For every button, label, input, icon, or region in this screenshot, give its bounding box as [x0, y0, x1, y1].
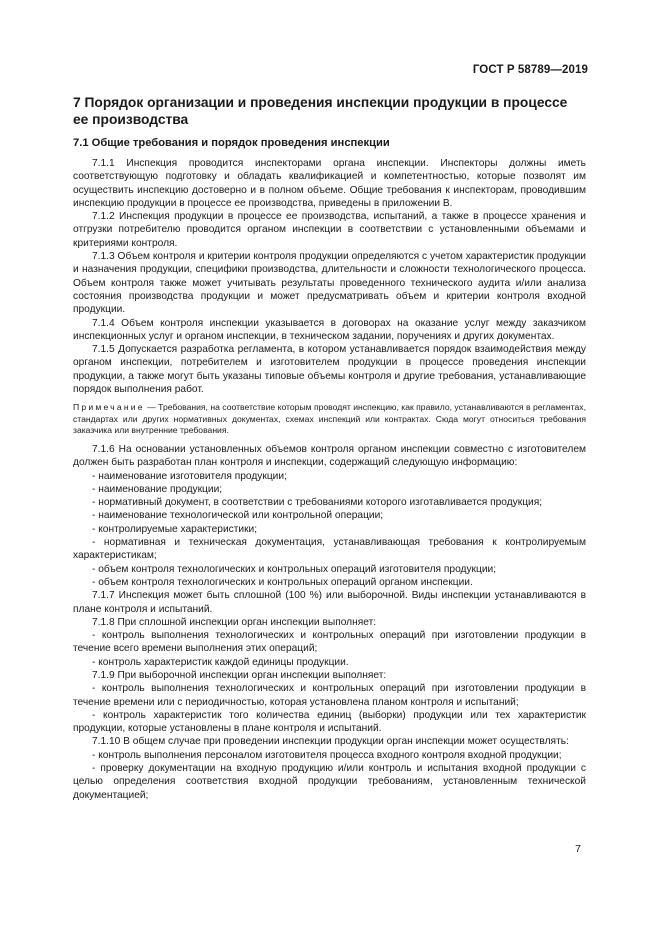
- paragraph-7-1-8: 7.1.8 При сплошной инспекции орган инспекции выполняет:: [92, 616, 377, 628]
- paragraph-7-1-7: 7.1.7 Инспекция может быть сплошной (100 %) или выборочной. Виды инспекции устанавливаются в плане контроля и испытаний.: [73, 590, 586, 615]
- paragraph-7-1-4: 7.1.4 Объем контроля инспекции указывается в договорах на оказание услуг между заказчиком инспекционных услуг и органом инспекции, в техническом задании, поручениях и других документах.: [73, 317, 586, 342]
- list-item: - наименование изготовителя продукции;: [92, 470, 287, 482]
- paragraph-7-1-2: 7.1.2 Инспекция продукции в процессе ее производства, испытаний, а также в процессе хранения и отгрузки потребителю проводится органом инспекции в соответствии с установленными объемами и критериями контроля.: [73, 211, 586, 249]
- list-item: - контролируемые характеристики;: [92, 523, 258, 535]
- list-item: - объем контроля технологических и контрольных операций изготовителя продукции;: [92, 563, 497, 575]
- subsection-title: 7.1 Общие требования и порядок проведения инспекции: [73, 137, 390, 149]
- paragraph-7-1-10: 7.1.10 В общем случае при проведении инспекции продукции орган инспекции может осуществлять:: [92, 736, 569, 748]
- list-item: - нормативный документ, в соответствии с требованиями которого изготавливается продукция;: [92, 497, 543, 509]
- paragraph-7-1-3: 7.1.3 Объем контроля и критерии контроля продукции определяются с учетом характеристик продукции и назначения продукции, специфики производства, длительности и сложности технологического процесса. Объем контроля также может учитывать результаты проведенного технического аудита и/или анализа состояния производства продукции и может предусматривать объем и критерии контроля входной продукции.: [73, 251, 586, 316]
- paragraph-7-1-6: 7.1.6 На основании установленных объемов контроля органом инспекции совместно с изготовителем должен быть разработан план контроля и инспекции, содержащий следующую информацию:: [73, 443, 586, 469]
- list-item: - наименование продукции;: [92, 483, 223, 495]
- list-item: - контроль характеристик того количества единиц (выборки) продукции или тех характеристик продукции, которые установлены в плане контроля и испытаний.: [73, 709, 586, 735]
- section-title: 7 Порядок организации и проведения инспекции продукции в процессе ее производства: [73, 95, 568, 127]
- list-item: - контроль выполнения технологических и контрольных операций при изготовлении продукции в течение времени или с периодичностью, которая установлена планом контроля и испытаний;: [73, 683, 586, 708]
- paragraph-7-1-5: 7.1.5 Допускается разработка регламента, в котором устанавливается порядок взаимодействия между органом инспекции, потребителем и изготовителем продукции в процессе проведения инспекции продукции, а также могут быть указаны типовые объемы контроля и другие требования, устанавливающие порядок выполнения работ.: [73, 344, 586, 396]
- document-body: [73, 157, 586, 802]
- note-text: — Требования, на соответствие которым проводят инспекцию, как правило, устанавливаются в регламентах, стандартах или других нормативных документах, схемах инспекций или контрактах. Сюда могут относиться требования заказчика или внутренние требования.: [73, 402, 586, 435]
- note: [73, 402, 586, 436]
- note-label: Примечание: [73, 402, 145, 413]
- page-number: 7: [575, 843, 581, 855]
- list-item: - объем контроля технологических и контрольных операций органом инспекции.: [92, 576, 473, 588]
- list-item: - контроль выполнения технологических и контрольных операций при изготовлении продукции в течение всего времени выполнения этих операций;: [73, 630, 586, 655]
- list-item: - контроль выполнения персоналом изготовителя процесса входного контроля входной продукции;: [92, 749, 562, 761]
- list-item: - проверку документации на входную продукцию и/или контроль и испытания входной продукции с целью определения соответствия входной продукции требованиям, установленным технической документацией;: [73, 763, 586, 801]
- list-item: - наименование технологической или контрольной операции;: [92, 510, 384, 522]
- paragraph-7-1-1: 7.1.1 Инспекция проводится инспекторами органа инспекции. Инспекторы должны иметь соответствующую подготовку и обладать квалификацией и компетентностью, которые позволят им осуществить инспекцию достоверно и в полном объеме. Общие требования к инспекторам, проводившим инспекцию продукции в процессе ее производства, приведены в приложении В.: [73, 158, 586, 209]
- standard-code: ГОСТ Р 58789—2019: [472, 64, 588, 76]
- list-item: - контроль характеристик каждой единицы продукции.: [92, 656, 349, 668]
- list-item: - нормативная и техническая документация, устанавливающая требования к контролируемым характеристикам;: [73, 537, 586, 562]
- paragraph-7-1-9: 7.1.9 При выборочной инспекции орган инспекции выполняет:: [92, 670, 387, 681]
